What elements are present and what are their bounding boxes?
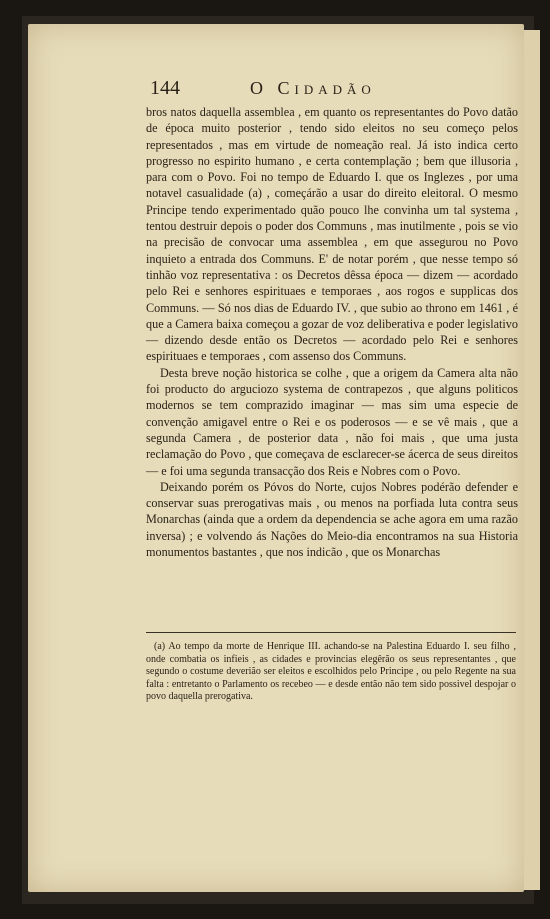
paragraph-3: Deixando porém os Póvos do Norte, cujos Nobres podérão defender e conservar suas prerogativas mais , ou menos na porfiada luta contra seus Monarchas (ainda que a ordem da dependencia se ache agora em uma razão inversa) ; e volvendo ás Nações do Meio-dia encontramos na sua Historia monumentos bastantes , que nos indicão , que os Monarchas (146, 479, 518, 560)
running-title: O Cidadão (250, 78, 376, 98)
body-text (146, 104, 518, 560)
footnote-rule (146, 632, 516, 633)
page-header (150, 77, 520, 103)
footnote (146, 641, 516, 704)
paragraph-2: Desta breve noção historica se colhe , que a origem da Camera alta não foi producto do arguciozo systema de contrapezos , que alguns politicos modernos se tem comprazido imaginar — mas sim uma especie de convenção amigavel entre o Rei e os poderosos — e se vê mais , que a segunda Camera , de posterior data , não foi mais , que uma justa reclamação do Povo , que começava de esclarecer-se ácerca de seus direitos — e foi uma segunda transacção dos Reis e Nobres com o Povo. (146, 365, 518, 478)
page-number: 144 (150, 77, 180, 99)
footnote-text: (a) Ao tempo da morte de Henrique III. achando-se na Palestina Eduardo I. seu filho , onde combatia os infieis , as cidades e provincias elegêrão os seus representantes , que segundo o costume deverião ser eleitos e escolhidos pelo Principe , ou pelo Regente na sua falta : entretanto o Parlamento os recebeo — e desde então não tem sido possivel despojar o povo daquella prerogativa. (146, 641, 516, 703)
next-page-edge (524, 30, 540, 890)
paragraph-1: bros natos daquella assemblea , em quanto os representantes do Povo datão de época muito posterior , tendo sido eleitos no seu começo pelos representados , mas em virtude de nomeação real. Já isto indica certo progresso no espirito humano , e certa contemplação ; bem que illusoria , para com o Povo. Foi no tempo de Eduardo I. que os Inglezes , por uma notavel casualidade (a) , começárão a usar do direito eleitoral. O mesmo Principe tendo experimentado quão pouco lhe convinha um tal systema , tentou destruir depois o poder dos Communs , mas inutilmente , pois se vio na precisão de convocar uma assemblea , em que assegurou no Povo inquieto a entrada dos Communs. E' de notar porém , que nesse tempo só tinhão voz representativa : os Decretos dêssa época — dizem — acordado pelo Rei e senhores espirituaes e temporaes , aos rogos e supplicas dos Communs. — Só nos dias de Eduardo IV. , que subio ao throno em 1461 , é que a Camera baixa começou a gozar de voz deliberativa e poder legislativo — dizendo desde então os Decretos — acordado pelo Rei e senhores espirituaes e temporaes , com assenso dos Communs. (146, 105, 518, 364)
